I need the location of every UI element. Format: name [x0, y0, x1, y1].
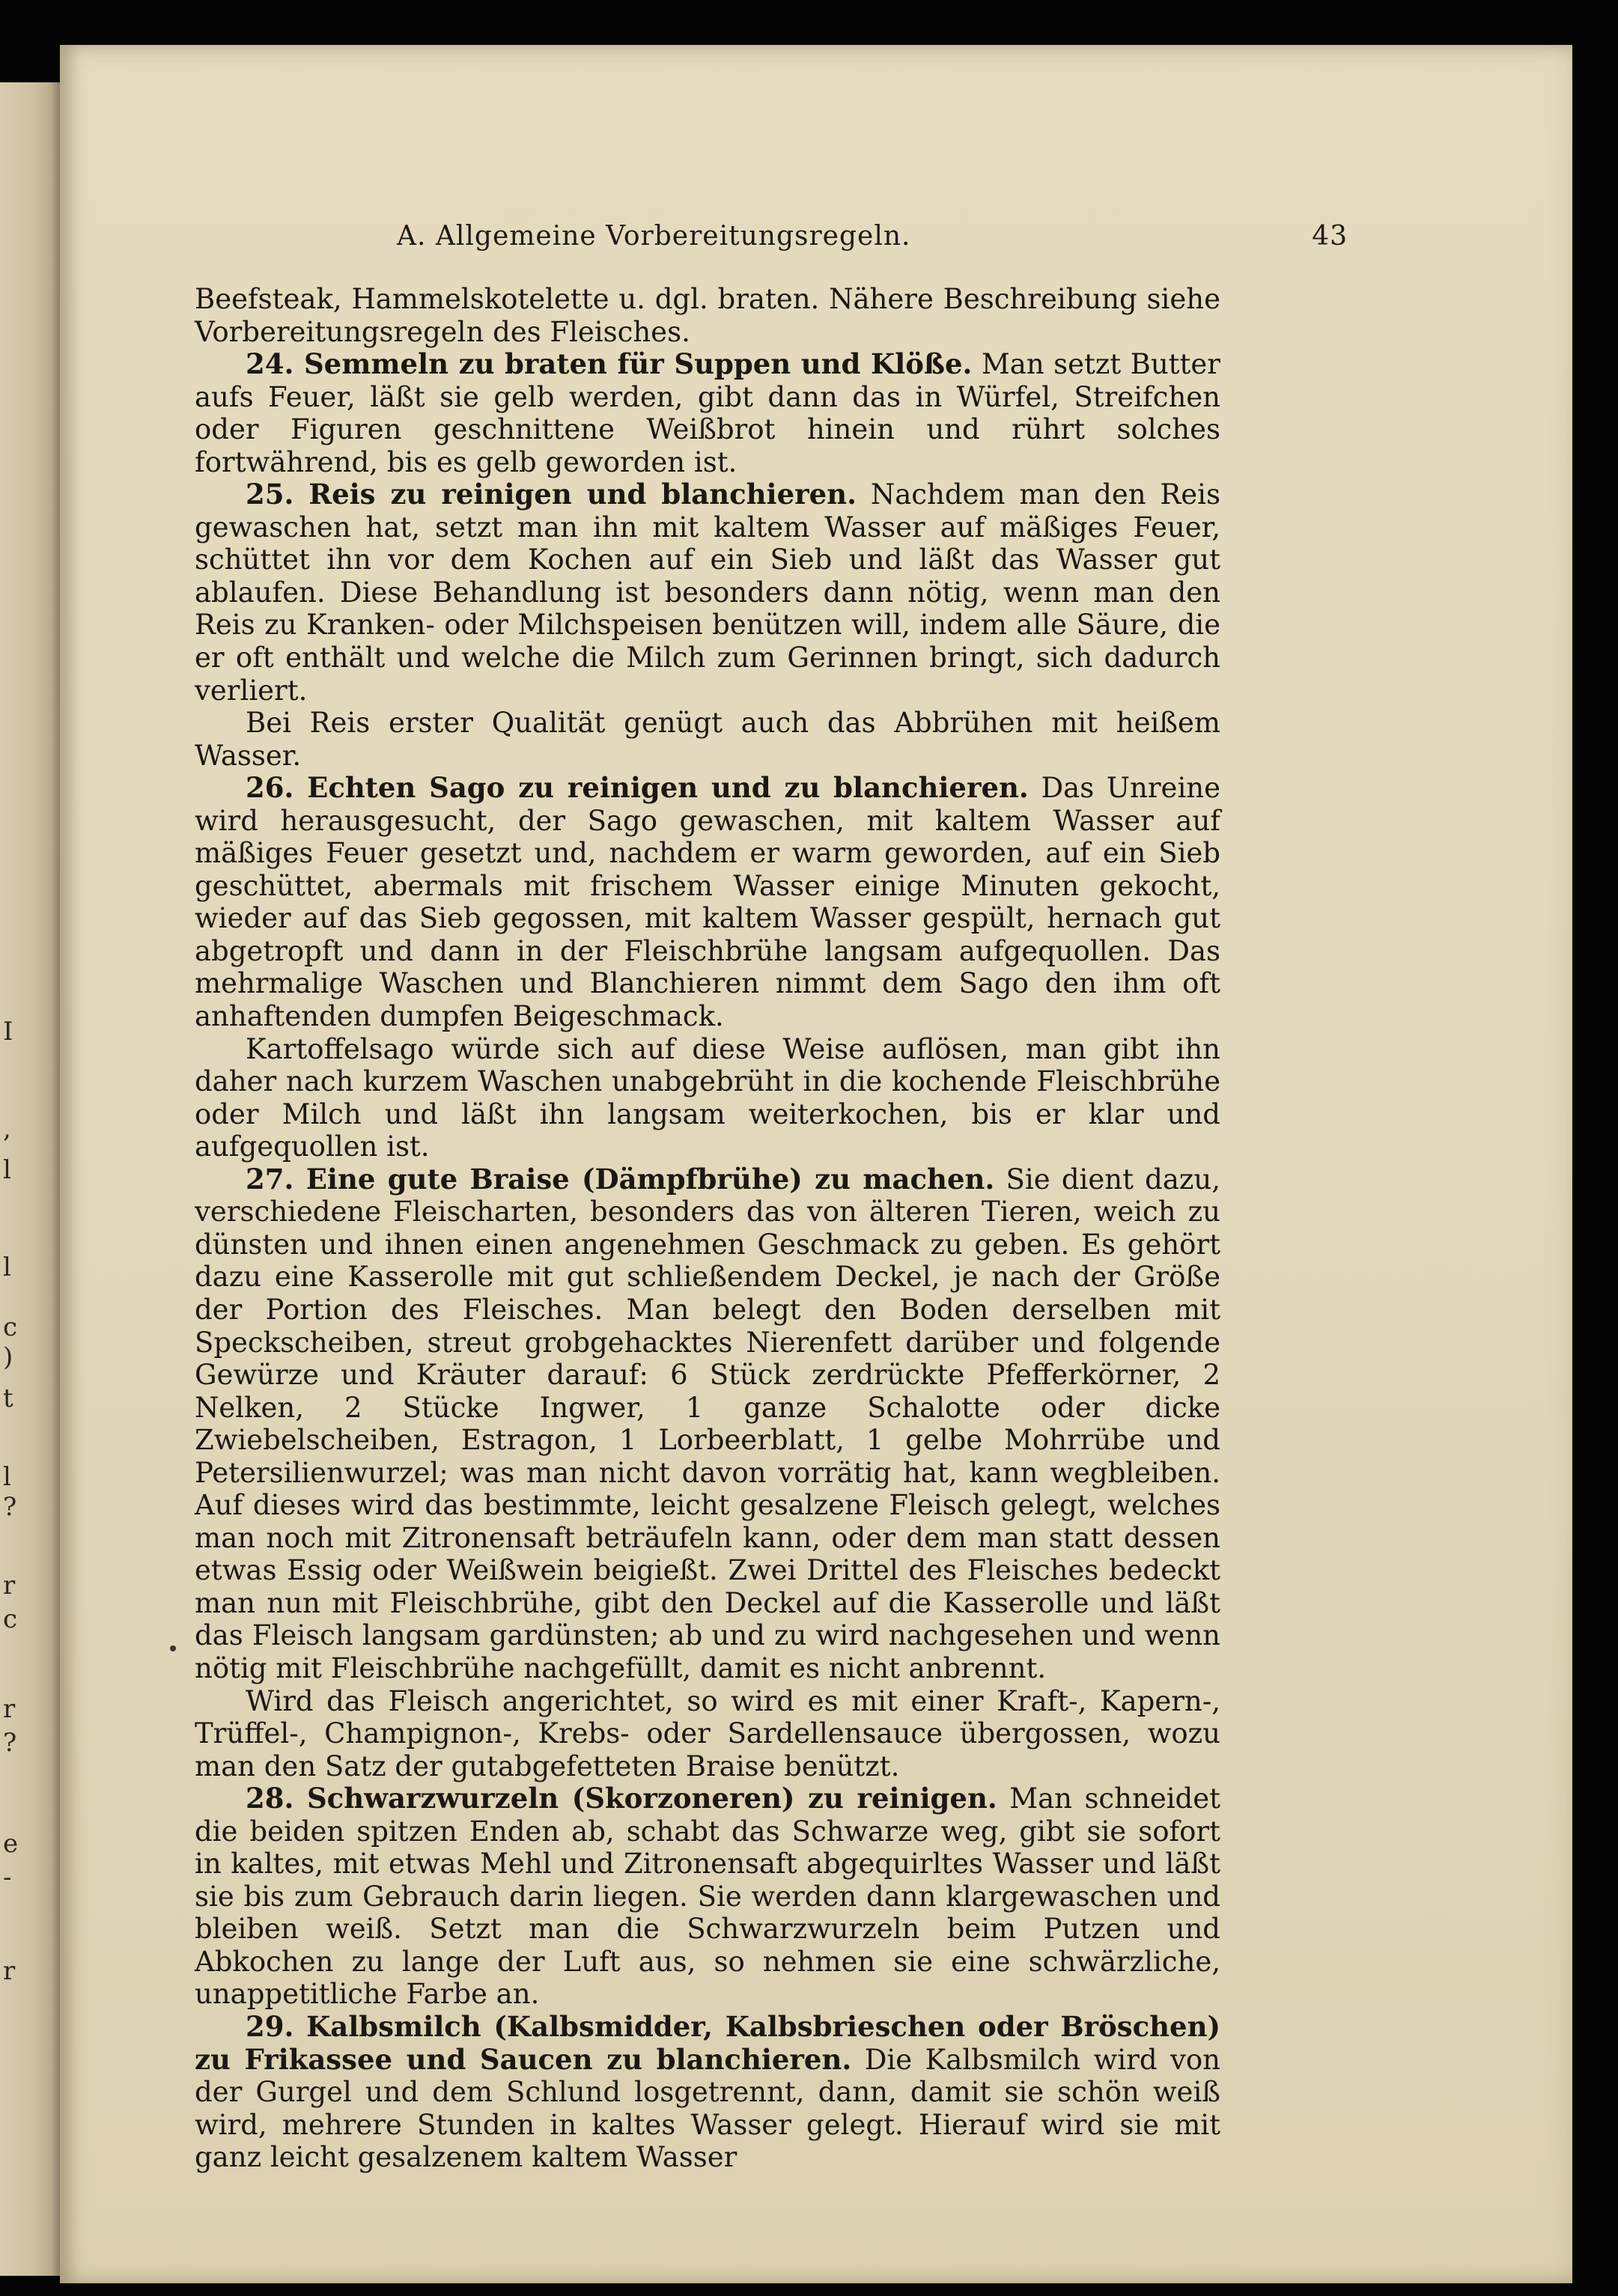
margin-mark: l — [3, 1462, 11, 1492]
margin-mark: c — [3, 1312, 18, 1342]
paragraph-text: Kartoffelsago würde sich auf diese Weise auflösen, man gibt ihn daher nach kurzem Waschen unabgebrüht in die kochende Fleischbrühe oder Milch und läßt ihn langsam weiterkochen, bis er klar und aufgequollen ist. — [195, 1032, 1220, 1163]
paragraph-text: Beefsteak, Hammelskotelette u. dgl. braten. Nähere Beschreibung siehe Vorbereitungsregeln des Fleisches. — [195, 283, 1220, 348]
paragraph — [195, 348, 1220, 478]
paragraph-heading: 25. Reis zu reinigen und blanchieren. — [246, 478, 857, 511]
page-header — [397, 221, 1348, 266]
paragraph — [195, 478, 1220, 707]
paragraph-text: Man schneidet die beiden spitzen Enden ab, schabt das Schwarze weg, gibt sie sofort in kaltes, mit etwas Mehl und Zitronensaft abgequirltes Wasser und läßt sie bis zum Gebrauch darin liegen. Sie werden dann klargewaschen und bleiben weiß. Setzt man die Schwarzwurzeln beim Putzen und Abkochen zu lange der Luft aus, so nehmen sie eine schwärzliche, unappetitliche Farbe an. — [195, 1782, 1220, 2011]
body-text — [195, 283, 1220, 2174]
book-page — [60, 45, 1572, 2283]
paragraph — [195, 2011, 1220, 2174]
paragraph — [195, 1033, 1220, 1163]
margin-mark: ? — [3, 1492, 17, 1522]
paragraph-text: Bei Reis erster Qualität genügt auch das Abbrühen mit heißem Wasser. — [195, 707, 1220, 772]
margin-mark: - — [3, 1863, 12, 1892]
paragraph — [195, 772, 1220, 1032]
paragraph — [195, 1782, 1220, 2011]
paragraph-text: Die Kalbsmilch wird von der Gurgel und dem Schlund losgetrennt, dann, damit sie schön weiß wird, mehrere Stunden in kaltes Wasser gelegt. Hierauf wird sie mit ganz leicht gesalzenem kaltem Wasser — [195, 2043, 1220, 2174]
paragraph-heading: 24. Semmeln zu braten für Suppen und Klöße. — [246, 347, 973, 381]
margin-mark: c — [3, 1604, 18, 1634]
paragraph-heading: 27. Eine gute Braise (Dämpfbrühe) zu machen. — [246, 1162, 995, 1196]
margin-mark: , — [3, 1114, 11, 1144]
margin-mark: r — [3, 1694, 16, 1724]
paragraph-text: Wird das Fleisch angerichtet, so wird es mit einer Kraft-, Kapern-, Trüffel-, Champignon-, Krebs- oder Sardellensauce übergossen, wozu man den Satz der gutabgefetteten Braise benützt. — [195, 1684, 1220, 1782]
margin-mark: ? — [3, 1728, 17, 1758]
margin-mark: r — [3, 1571, 16, 1601]
page-number: 43 — [1312, 221, 1348, 252]
margin-mark: r — [3, 1956, 16, 1986]
paragraph-text: Nachdem man den Reis gewaschen hat, setzt man ihn mit kaltem Wasser auf mäßiges Feuer, schüttet ihn vor dem Kochen auf ein Sieb und läßt das Wasser gut ablaufen. Diese Behandlung ist besonders dann nötig, wenn man den Reis zu Kranken- oder Milchspeisen benützen will, indem alle Säure, die er oft enthält und welche die Milch zum Gerinnen bringt, sich dadurch verliert. — [195, 478, 1220, 707]
paragraph-text: Man setzt Butter aufs Feuer, läßt sie gelb werden, gibt dann das in Würfel, Streifchen oder Figuren geschnittene Weißbrot hinein und rührt solches fortwährend, bis es gelb geworden ist. — [195, 348, 1220, 478]
margin-mark: e — [3, 1829, 19, 1859]
paragraph — [195, 1163, 1220, 1685]
paragraph — [195, 1685, 1220, 1783]
previous-page-edge — [0, 82, 60, 2276]
paragraph-text: Sie dient dazu, verschiedene Fleischarten, besonders das von älteren Tieren, weich zu dünsten und ihnen einen angenehmen Geschmack zu geben. Es gehört dazu eine Kasserolle mit gut schließendem Deckel, je nach der Größe der Portion des Fleisches. Man belegt den Boden derselben mit Speckscheiben, streut grobgehacktes Nierenfett darüber und folgende Gewürze und Kräuter darauf: 6 Stück zerdrückte Pfefferkörner, 2 Nelken, 2 Stücke Ingwer, 1 ganze Schalotte oder dicke Zwiebelscheiben, Estragon, 1 Lorbeerblatt, 1 gelbe Mohrrübe und Petersilienwurzel; was man nicht davon vorrätig hat, kann wegbleiben. Auf dieses wird das bestimmte, leicht gesalzene Fleisch gelegt, welches man noch mit Zitronensaft beträufeln kann, oder dem man statt dessen etwas Essig oder Weißwein beigießt. Zwei Drittel des Fleisches bedeckt man nun mit Fleischbrühe, gibt den Deckel auf die Kasserolle und läßt das Fleisch langsam gardünsten; ab und zu wird nachgesehen und wenn nötig mit Fleischbrühe nachgefüllt, damit es nicht anbrennt. — [195, 1163, 1221, 1684]
paragraph-heading: 29. Kalbsmilch (Kalbsmidder, Kalbsbrieschen oder Bröschen) zu Frikassee und Saucen zu blanchieren. — [195, 2009, 1220, 2076]
ink-speck — [170, 1645, 176, 1651]
paragraph — [195, 283, 1220, 348]
margin-mark: l — [3, 1252, 11, 1282]
paragraph-text: Das Unreine wird herausgesucht, der Sago gewaschen, mit kaltem Wasser auf mäßiges Feuer gesetzt und, nachdem er warm geworden, auf ein Sieb geschüttet, abermals mit frischem Wasser einige Minuten gekocht, wieder auf das Sieb gegossen, mit kaltem Wasser gespült, hernach gut abgetropft und dann in der Fleischbrühe langsam aufgequollen. Das mehrmalige Waschen und Blanchieren nimmt dem Sago den ihm oft anhaftenden dumpfen Beigeschmack. — [195, 772, 1220, 1033]
running-title: A. Allgemeine Vorbereitungsregeln. — [397, 221, 911, 252]
margin-mark: t — [3, 1383, 13, 1413]
margin-mark: ) — [3, 1342, 13, 1372]
margin-mark: I — [3, 1017, 13, 1047]
margin-mark: l — [3, 1155, 11, 1185]
paragraph-heading: 28. Schwarzwurzeln (Skorzoneren) zu reinigen. — [246, 1782, 997, 1815]
paragraph-heading: 26. Echten Sago zu reinigen und zu blanchieren. — [246, 771, 1029, 805]
paragraph — [195, 707, 1220, 772]
